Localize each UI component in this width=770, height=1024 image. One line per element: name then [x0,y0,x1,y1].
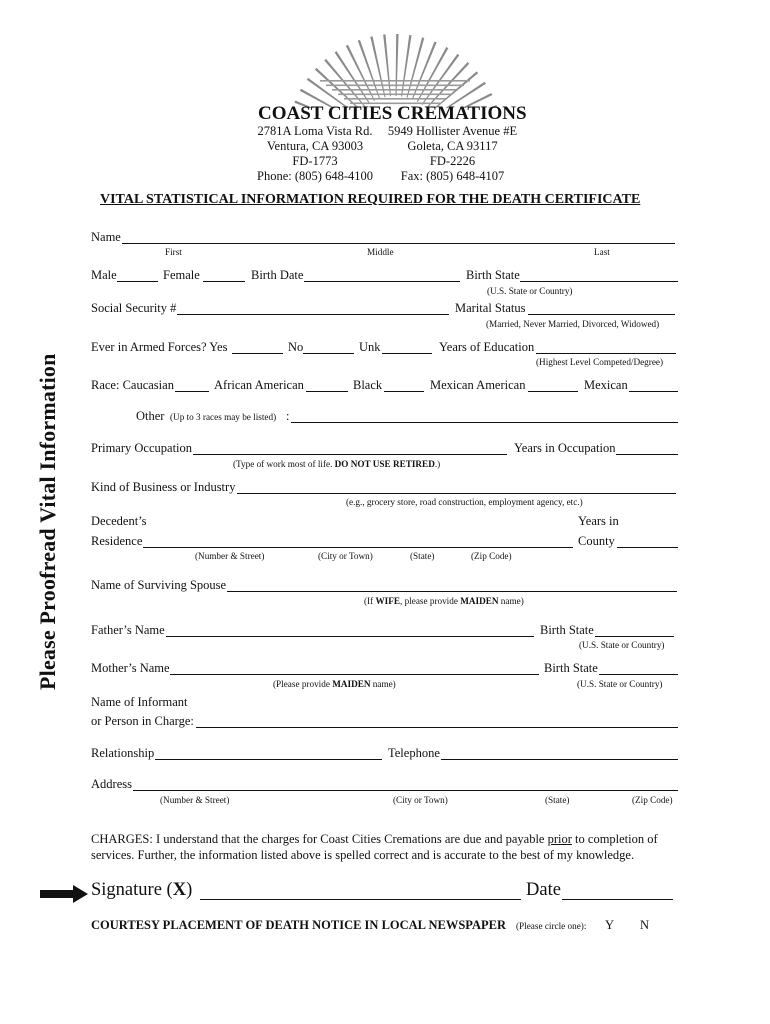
occupation-hint-a: (Type of work most of life. [233,459,333,469]
mother-hint [273,679,396,689]
race-black-label: Black [353,378,383,392]
race-mexican-american-label: Mexican American [430,378,526,392]
loc2-fax: Fax: (805) 648-4107 [400,169,505,183]
marital-status-field[interactable] [528,314,675,315]
informant-label-2: or Person in Charge: [91,714,194,728]
sunburst-stripe [344,98,446,100]
county-label: County [578,534,615,548]
address-city-hint: (City or Town) [393,795,448,805]
date-field[interactable] [562,899,673,900]
signature-x: X [172,880,187,900]
father-birth-state-field[interactable] [595,636,674,637]
residence-field[interactable] [143,547,573,548]
sunburst-stripe [320,80,470,82]
side-proofread-text: Please Proofread Vital Information [35,353,60,690]
charges-text-b: to completion of [575,832,658,846]
loc2-city: Goleta, CA 93117 [407,139,498,153]
mother-birth-state-field[interactable] [599,674,678,675]
mother-birth-state-hint: (U.S. State or Country) [577,679,663,689]
signature-field[interactable] [200,899,521,900]
spouse-hint-d: MAIDEN [460,596,499,606]
spouse-hint [364,596,524,606]
loc1-phone: Phone: (805) 648-4100 [257,169,373,183]
mother-hint-c: name) [372,679,396,689]
spouse-label: Name of Surviving Spouse [91,578,227,592]
location-2 [385,124,520,184]
address-state-hint: (State) [545,795,570,805]
sunburst-stripe [338,94,452,96]
birth-date-label: Birth Date [251,268,304,282]
marital-hint: (Married, Never Married, Divorced, Widowed) [486,319,660,329]
relationship-field[interactable] [155,759,382,760]
location-1 [255,124,375,184]
address-label: Address [91,777,132,791]
birth-date-field[interactable] [304,281,460,282]
arrow-right-icon [40,884,89,904]
telephone-label: Telephone [388,746,440,760]
middle-hint: Middle [367,247,394,257]
business-label: Kind of Business or Industry [91,480,236,494]
armed-unk-label: Unk [359,340,381,354]
armed-unk-field[interactable] [382,353,432,354]
sunburst-ray [396,34,399,96]
female-label: Female [163,268,200,282]
occupation-hint [233,459,440,469]
race-african-american-label: African American [214,378,304,392]
loc1-license: FD-1773 [292,154,338,168]
residence-label: Residence [91,534,143,548]
armed-yes-field[interactable] [232,353,283,354]
father-birth-state-hint: (U.S. State or Country) [579,640,665,650]
mother-name-field[interactable] [170,674,539,675]
armed-no-label: No [288,340,304,354]
mother-hint-a: (Please provide [273,679,330,689]
informant-field[interactable] [196,727,678,728]
sunburst-stripe [326,85,464,87]
signature-label [91,880,192,901]
spouse-hint-e: name) [500,596,524,606]
years-occupation-field[interactable] [616,454,678,455]
courtesy-notice: COURTESY PLACEMENT OF DEATH NOTICE IN LOCAL NEWSPAPER [91,918,507,932]
telephone-field[interactable] [441,759,678,760]
charges-line-2: services. Further, the information listed above is spelled correct and is accurate to the best of my knowledge. [91,848,635,862]
father-birth-state-label: Birth State [540,623,594,637]
ssn-field[interactable] [177,314,449,315]
primary-occupation-field[interactable] [193,454,507,455]
race-caucasian-label: Race: Caucasian [91,378,174,392]
charges-text-a: CHARGES: I understand that the charges for Coast Cities Cremations are due and payable [91,832,545,846]
male-field[interactable] [117,281,158,282]
name-label: Name [91,230,121,244]
business-hint: (e.g., grocery store, road construction, employment agency, etc.) [346,497,583,507]
race-mexican-field[interactable] [629,391,678,392]
courtesy-hint: (Please circle one): [516,921,587,931]
armed-forces-label: Ever in Armed Forces? Yes [91,340,228,354]
address-field[interactable] [133,790,678,791]
race-black-field[interactable] [384,391,424,392]
spouse-hint-a: (If [364,596,374,606]
years-education-field[interactable] [536,353,676,354]
decedents-label: Decedent’s [91,514,147,528]
county-years-field[interactable] [617,547,678,548]
residence-city-hint: (City or Town) [318,551,373,561]
female-field[interactable] [203,281,245,282]
race-mexican-label: Mexican [584,378,628,392]
spouse-hint-c: , please provide [400,596,458,606]
loc2-license: FD-2226 [429,154,476,168]
years-education-label: Years of Education [439,340,535,354]
loc1-street: 2781A Loma Vista Rd. [257,124,373,138]
mother-hint-b: MAIDEN [332,679,371,689]
residence-street-hint: (Number & Street) [195,551,265,561]
form-title: VITAL STATISTICAL INFORMATION REQUIRED FOR THE DEATH CERTIFICATE [100,192,641,207]
last-hint: Last [594,247,610,257]
relationship-label: Relationship [91,746,155,760]
race-caucasian-field[interactable] [175,391,209,392]
name-field[interactable] [122,243,675,244]
loc2-street: 5949 Hollister Avenue #E [387,124,518,138]
informant-label-1: Name of Informant [91,695,188,709]
father-name-label: Father’s Name [91,623,165,637]
mother-name-label: Mother’s Name [91,661,170,675]
race-other-label: Other [136,409,165,423]
birth-state-hint: (U.S. State or Country) [487,286,573,296]
race-mexican-american-field[interactable] [528,391,578,392]
years-occupation-label: Years in Occupation [514,441,616,455]
date-label: Date [526,880,561,900]
father-name-field[interactable] [166,636,534,637]
race-other-field[interactable] [291,422,678,423]
charges-prior: prior [547,832,572,846]
address-zip-hint: (Zip Code) [632,795,673,805]
charges-line-1 [91,832,658,847]
spouse-field[interactable] [227,591,677,592]
sunburst-ray [383,34,391,96]
first-hint: First [165,247,182,257]
primary-occupation-label: Primary Occupation [91,441,193,455]
race-other-hint: (Up to 3 races may be listed) [170,412,277,422]
male-label: Male [91,268,117,282]
birth-state-field[interactable] [520,281,678,282]
spouse-hint-b: WIFE [375,596,400,606]
years-in-label: Years in [578,514,619,528]
armed-no-field[interactable] [303,353,354,354]
address-street-hint: (Number & Street) [160,795,230,805]
sunburst-stripe [332,89,458,91]
courtesy-no-option[interactable]: N [640,918,650,932]
occupation-hint-c: .) [434,459,441,469]
marital-status-label: Marital Status [455,301,526,315]
sunburst-logo [280,30,510,108]
race-african-american-field[interactable] [306,391,348,392]
residence-state-hint: (State) [410,551,435,561]
signature-text: Signature ( [91,880,173,900]
ssn-label: Social Security # [91,301,177,315]
business-field[interactable] [237,493,676,494]
company-name: COAST CITIES CREMATIONS [258,103,527,124]
residence-zip-hint: (Zip Code) [471,551,512,561]
race-other-colon: : [286,409,290,423]
courtesy-yes-option[interactable]: Y [605,918,615,932]
education-hint: (Highest Level Competed/Degree) [536,357,664,367]
birth-state-label: Birth State [466,268,520,282]
mother-birth-state-label: Birth State [544,661,598,675]
sunburst-ray [412,41,437,99]
sunburst-ray [370,36,385,97]
occupation-hint-b: DO NOT USE RETIRED [334,459,435,469]
loc1-city: Ventura, CA 93003 [266,139,364,153]
signature-close: ) [186,880,193,900]
